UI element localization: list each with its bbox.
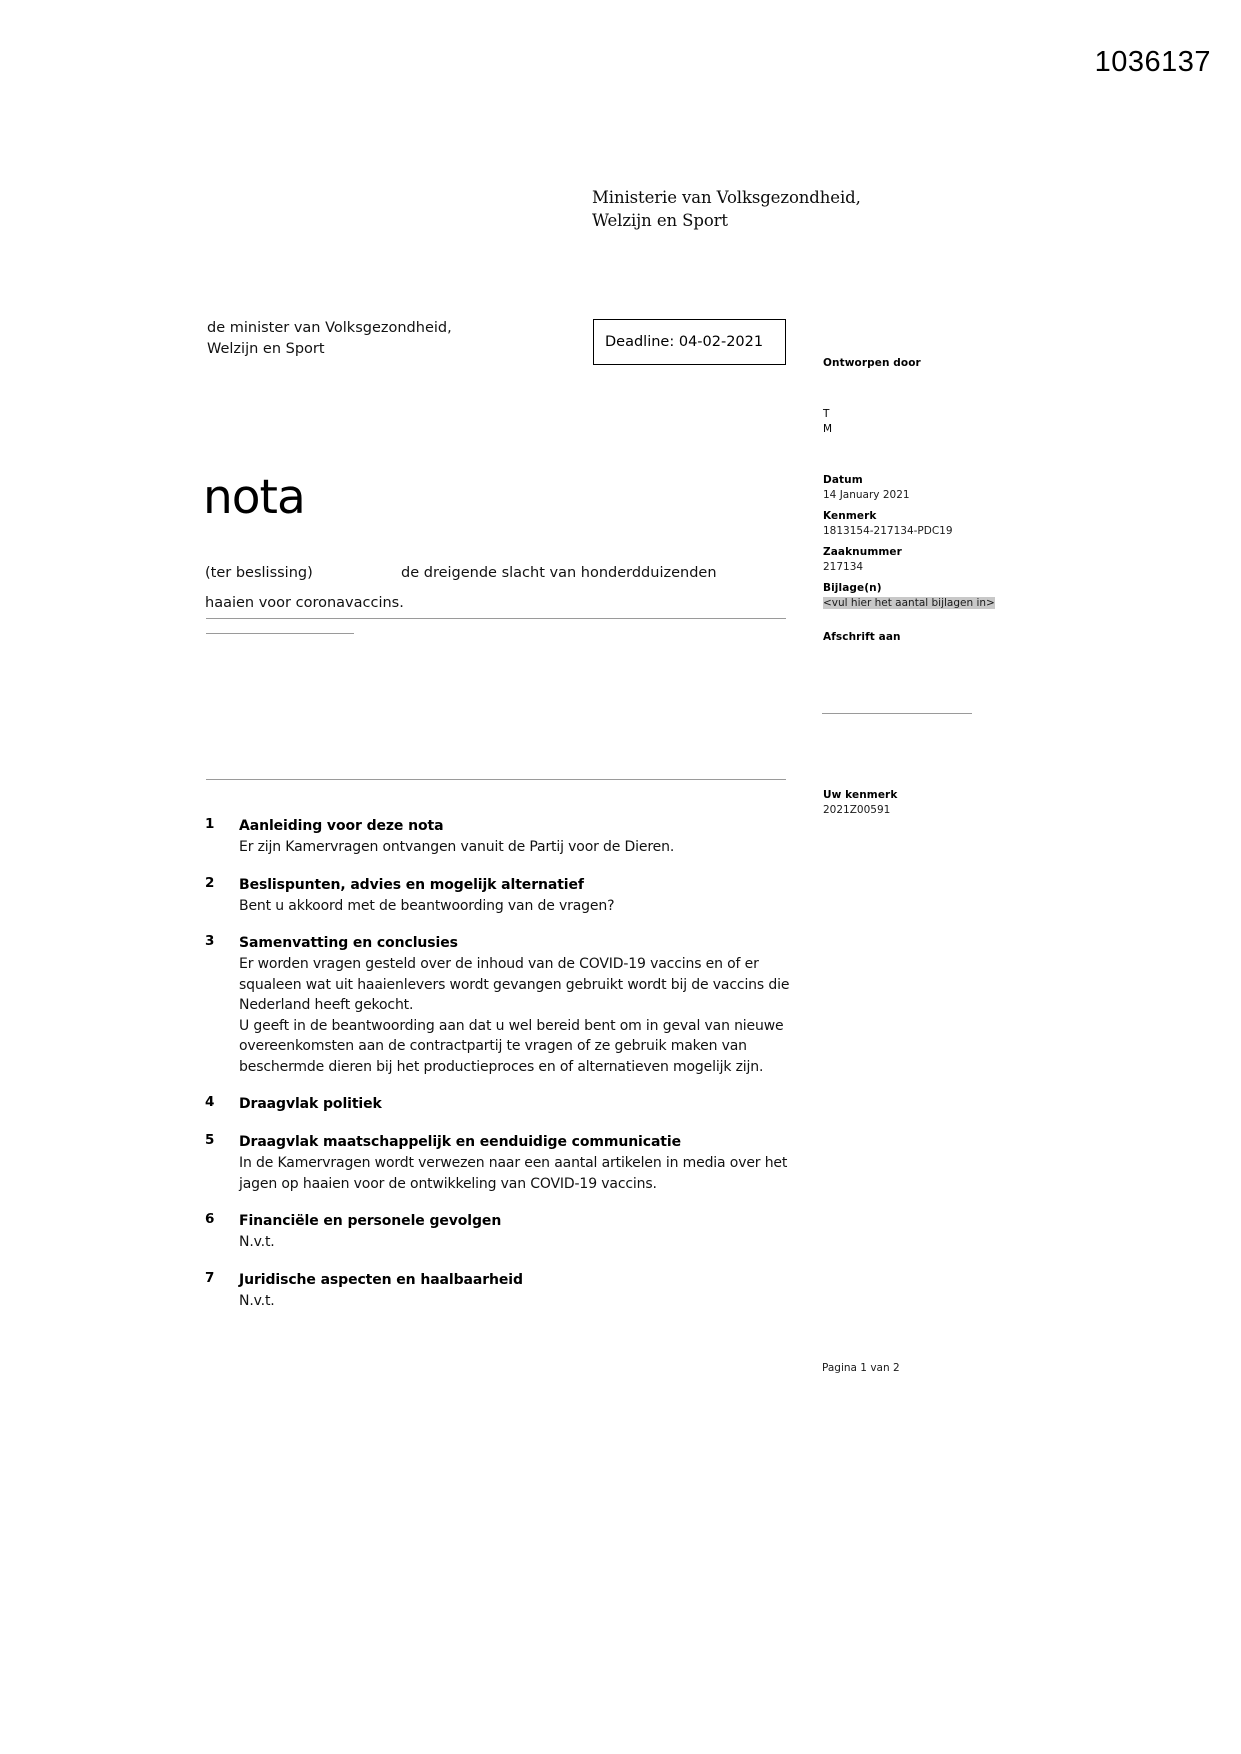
addressee-block: [207, 318, 452, 360]
kenmerk-value: 1813154-217134-PDC19: [823, 525, 953, 537]
section-number: 5: [205, 1132, 215, 1148]
section-number: 4: [205, 1094, 215, 1110]
divider-body: [206, 779, 786, 780]
section-heading: Draagvlak politiek: [239, 1096, 382, 1112]
deadline-box: [593, 319, 786, 365]
section-number: 2: [205, 874, 215, 891]
section-heading: Draagvlak maatschappelijk en eenduidige communicatie: [239, 1134, 681, 1150]
sections-list: [205, 816, 810, 1328]
document-number: 1036137: [1094, 46, 1211, 78]
zaaknummer-value: 217134: [823, 561, 864, 573]
ministry-line-1: Ministerie van Volksgezondheid,: [592, 188, 861, 207]
section-paragraph: Er zijn Kamervragen ontvangen vanuit de Partij voor de Dieren.: [239, 839, 675, 855]
section-number: 1: [205, 816, 215, 832]
subject-kind: (ter beslissing): [205, 565, 313, 581]
subject-line-1: de dreigende slacht van honderdduizenden: [401, 565, 717, 581]
kenmerk-label: Kenmerk: [823, 510, 877, 522]
section-paragraph: Er worden vragen gesteld over de inhoud van de COVID-19 vaccins en of er squaleen wat uit haaienlevers wordt gevangen gebruikt wordt bij de vaccins die Nederland heeft gekocht.: [239, 956, 790, 1013]
subject-line-2: haaien voor coronavaccins.: [205, 595, 404, 611]
section-paragraph: In de Kamervragen wordt verwezen naar een aantal artikelen in media over het jagen op haaien voor de ontwikkeling van COVID-19 vaccins.: [239, 1155, 788, 1192]
page-title: nota: [203, 470, 305, 525]
bijlage-value: [823, 596, 1008, 611]
bijlage-label: Bijlage(n): [823, 582, 882, 594]
uw-kenmerk-value: 2021Z00591: [823, 804, 891, 816]
uw-kenmerk-label: Uw kenmerk: [823, 789, 898, 801]
datum-label: Datum: [823, 474, 863, 486]
section-paragraph: N.v.t.: [239, 1234, 275, 1250]
divider-subject: [206, 618, 786, 619]
subject-block: [205, 558, 795, 618]
section-heading: Samenvatting en conclusies: [239, 935, 458, 951]
deadline-text: Deadline: 04-02-2021: [605, 334, 764, 350]
section-heading: Aanleiding voor deze nota: [239, 818, 444, 834]
author-initial-1: T: [823, 408, 830, 420]
ontworpen-door-label: Ontworpen door: [823, 357, 921, 369]
divider-sidebar: [822, 713, 972, 714]
addressee-line-1: de minister van Volksgezondheid,: [207, 320, 452, 336]
section-paragraph: Bent u akkoord met de beantwoording van de vragen?: [239, 897, 615, 914]
section-item: [205, 1094, 810, 1115]
section-number: 6: [205, 1211, 215, 1227]
ministry-line-2: Welzijn en Sport: [592, 211, 728, 230]
addressee-line-2: Welzijn en Sport: [207, 341, 325, 357]
bijlage-placeholder: <vul hier het aantal bijlagen in>: [823, 597, 995, 609]
section-item: [205, 875, 810, 917]
datum-value: 14 January 2021: [823, 489, 910, 501]
metadata-sidebar: [823, 356, 1008, 645]
section-item: [205, 1211, 810, 1253]
divider-short: [206, 633, 354, 634]
page-footer: Pagina 1 van 2: [822, 1362, 900, 1374]
section-heading: Beslispunten, advies en mogelijk alternatief: [239, 876, 584, 893]
zaaknummer-label: Zaaknummer: [823, 546, 902, 558]
section-paragraph: N.v.t.: [239, 1292, 275, 1309]
section-paragraph: U geeft in de beantwoording aan dat u wel bereid bent om in geval van nieuwe overeenkomsten aan de contractpartij te vragen of ze gebruik maken van beschermde dieren bij het productieproces en of alternatieven mogelijk zijn.: [239, 1017, 784, 1075]
section-number: 7: [205, 1269, 215, 1286]
section-heading: Financiële en personele gevolgen: [239, 1213, 502, 1229]
section-number: 3: [205, 933, 215, 949]
section-heading: Juridische aspecten en haalbaarheid: [239, 1271, 523, 1288]
section-item: [205, 1270, 810, 1312]
uw-kenmerk-block: [823, 788, 1008, 818]
afschrift-aan-label: Afschrift aan: [823, 631, 901, 643]
section-item: [205, 816, 810, 858]
section-item: [205, 1132, 810, 1194]
author-initial-2: M: [823, 423, 833, 435]
ministry-logotype: [592, 186, 861, 232]
section-item: [205, 933, 810, 1077]
